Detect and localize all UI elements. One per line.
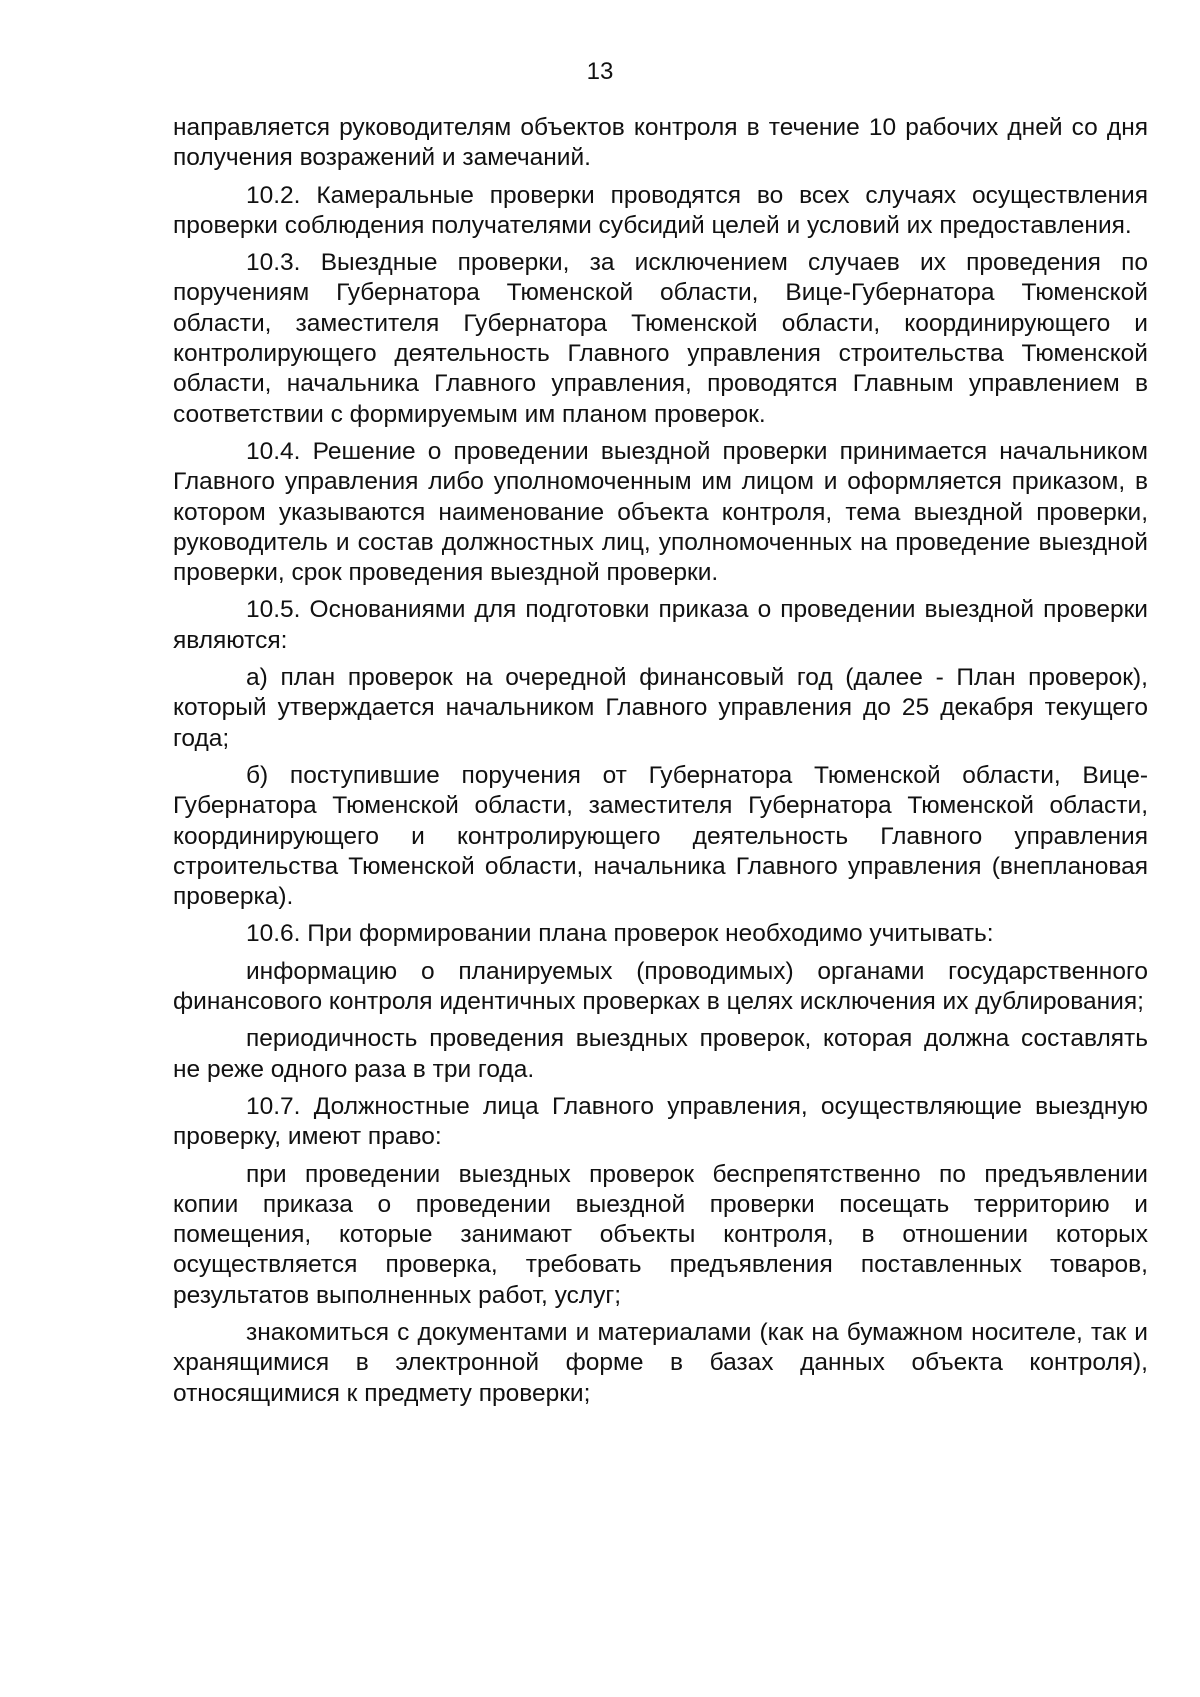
paragraph-10-4: 10.4. Решение о проведении выездной проверки принимается начальником Главного управления либо уполномоченным им лицом и оформляется приказом, в котором указываются наименование объекта контроля, тема выездной проверки, руководитель и состав должностных лиц, уполномоченных на проведение выездной проверки, срок проведения выездной проверки.: [173, 437, 1148, 587]
paragraph-10-5-a: а) план проверок на очередной финансовый год (далее - План проверок), который утверждается начальником Главного управления до 25 декабря текущего года;: [173, 664, 1148, 752]
page-number: 13: [586, 58, 614, 85]
paragraph-10-6: 10.6. При формировании плана проверок необходимо учитывать:: [246, 920, 994, 948]
paragraph-continuation: направляется руководителям объектов контроля в течение 10 рабочих дней со дня получения возражений и замечаний.: [173, 114, 1148, 172]
paragraph-10-7: 10.7. Должностные лица Главного управления, осуществляющие выездную проверку, имеют право:: [173, 1092, 1148, 1151]
paragraph-10-2: 10.2. Камеральные проверки проводятся во всех случаях осуществления проверки соблюдения получателями субсидий целей и условий их предоставления.: [173, 181, 1148, 239]
paragraph-10-6-item-1: информацию о планируемых (проводимых) органами государственного финансового контроля идентичных проверках в целях исключения их дублирования;: [173, 957, 1148, 1016]
paragraph-10-6-item-2: периодичность проведения выездных проверок, которая должна составлять не реже одного раза в три года.: [173, 1025, 1148, 1083]
document-body: [173, 113, 1148, 1416]
paragraph-10-7-item-2: знакомиться с документами и материалами (как на бумажном носителе, так и хранящимися в электронной форме в базах данных объекта контроля), относящимися к предмету проверки;: [173, 1318, 1148, 1407]
paragraph-10-7-item-1: при проведении выездных проверок беспрепятственно по предъявлении копии приказа о проведении выездной проверки посещать территорию и помещения, которые занимают объекты контроля, в отношении которых осуществляется проверка, требовать предъявления поставленных товаров, результатов выполненных работ, услуг;: [173, 1160, 1148, 1309]
paragraph-10-5: 10.5. Основаниями для подготовки приказа о проведении выездной проверки являются:: [173, 596, 1148, 654]
paragraph-10-3: 10.3. Выездные проверки, за исключением случаев их проведения по поручениям Губернатора Тюменской области, Вице-Губернатора Тюменской области, заместителя Губернатора Тюменской области, координирующего и контролирующего деятельность Главного управления строительства Тюменской области, начальника Главного управления, проводятся Главным управлением в соответствии с формируемым им планом проверок.: [173, 249, 1148, 428]
paragraph-10-5-b: б) поступившие поручения от Губернатора Тюменской области, Вице-Губернатора Тюменской области, заместителя Губернатора Тюменской области, координирующего и контролирующего деятельность Главного управления строительства Тюменской области, начальника Главного управления (внеплановая проверка).: [173, 761, 1148, 911]
